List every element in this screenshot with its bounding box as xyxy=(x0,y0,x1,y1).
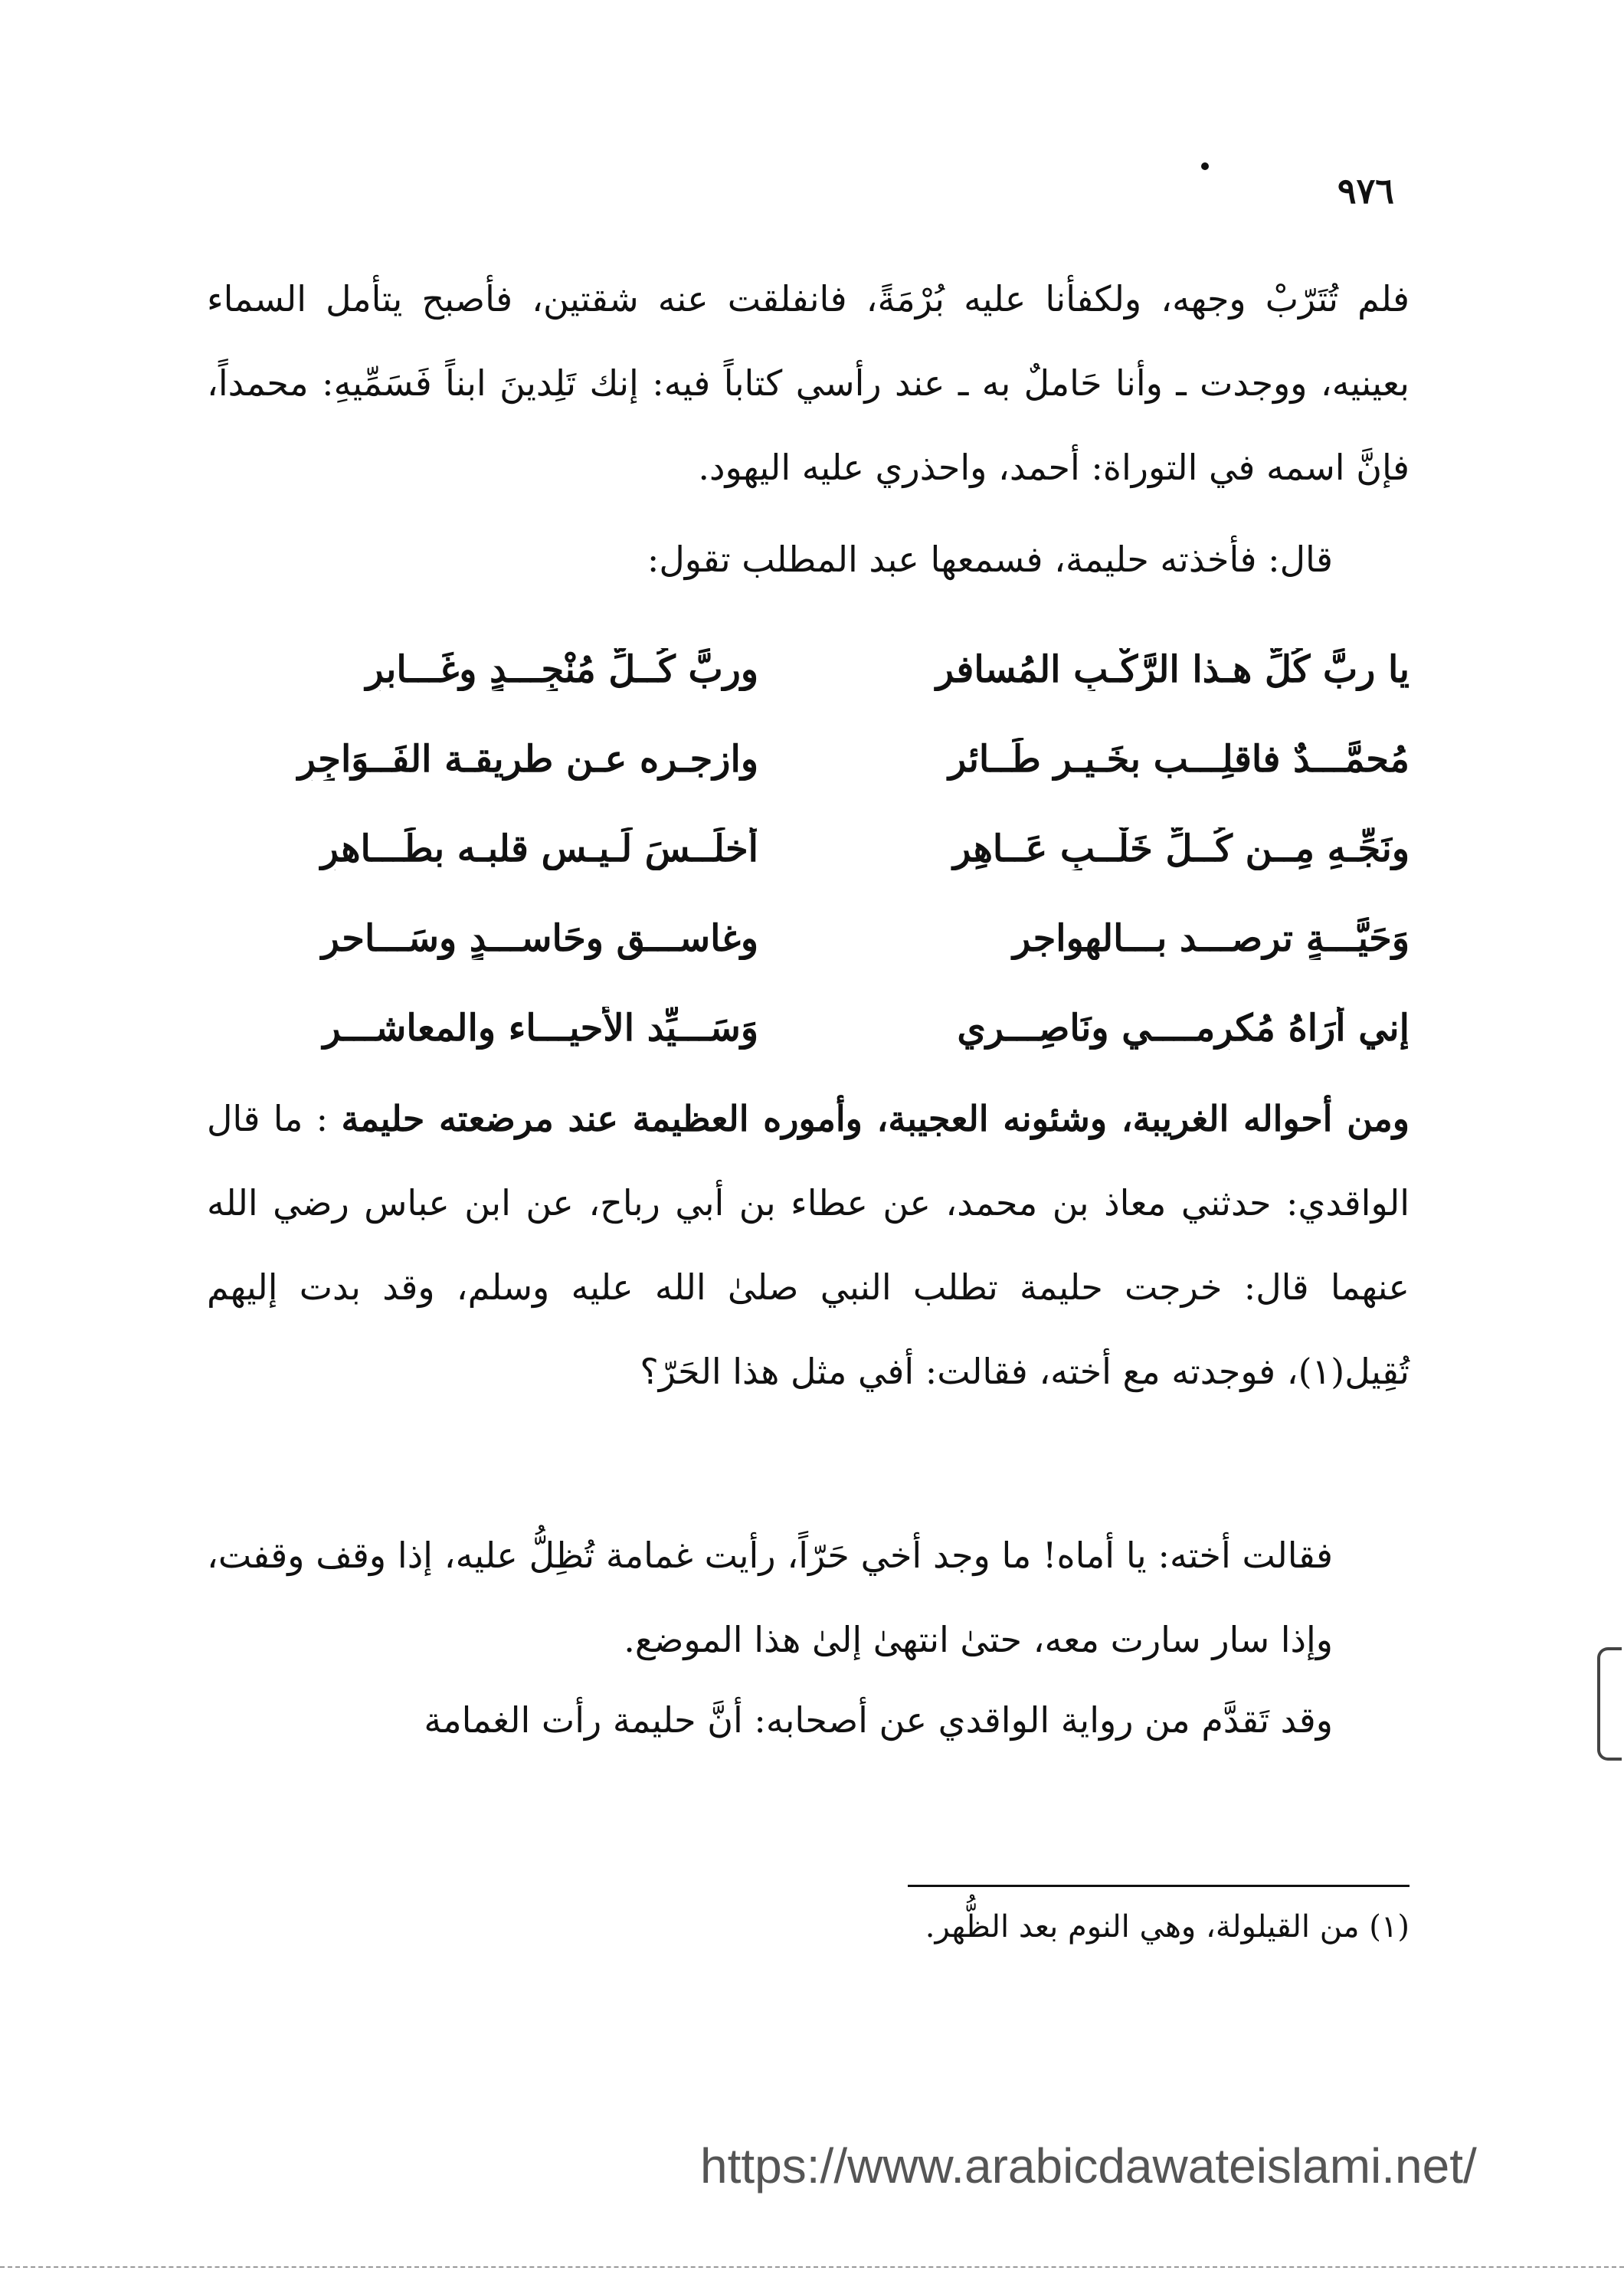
verse-second-hemistich: أَخلَــسَ لَـيـس قلبـه بطَـــاهرِ xyxy=(320,827,758,870)
paragraph-3-heading: ومن أحواله الغريبة، وشئونه العجيبة، وأموره العظيمة عند مرضعته حليمة xyxy=(341,1098,1410,1139)
paragraph-2: قال: فأخذته حليمة، فسمعها عبد المطلب تقول: xyxy=(647,539,1333,580)
verse-first-hemistich: ونَجِّـهِ مِــن كُــلِّ خَلْــبٍ عَــاهِر xyxy=(953,827,1410,870)
watermark-url: https://www.arabicdawateislami.net/ xyxy=(700,2138,1477,2193)
verse-second-hemistich: وربَّ كُــلِّ مُنْجِـــدٍ وغَـــابرِ xyxy=(365,647,758,691)
page-edge-mark xyxy=(1597,1647,1622,1761)
verse-first-hemistich: مُحمَّـــدٌ فاقلِـــب بخَـيـر طَــائر xyxy=(948,737,1410,781)
poem xyxy=(207,624,1410,1073)
bottom-edge-line xyxy=(0,2266,1624,2268)
paragraph-3 xyxy=(207,1076,1410,1414)
verse-second-hemistich: وازجـره عـن طريقـة الفَــوَاجِرِ xyxy=(297,737,758,781)
page-number: ٩٧٦ xyxy=(1337,170,1394,211)
paragraph-3-body: : ما قال الواقدي: حدثني معاذ بن محمد، عن عطاء بن أبي رباح، عن ابن عباس رضي الله عنهما قال: خرجت حليمة تطلب النبي صلىٰ الله عليه وسلم، وقد بدت إليهم تُقِيل(١)، فوجدته مع أخته، فقالت: أفي مثل هذا الحَرّ؟ xyxy=(207,1098,1410,1392)
poem-verse xyxy=(207,714,1410,804)
verse-second-hemistich: وَسَـــيِّد الأحيـــاء والمعاشـــر xyxy=(323,1006,758,1050)
paragraph-4: فقالت أخته: يا أماه! ما وجد أخي حَرّاً، رأيت غمامة تُظِلُّ عليه، إذا وقف وقفت، وإذا سار سارت معه، حتىٰ انتهىٰ إلىٰ هذا الموضع. xyxy=(207,1535,1333,1660)
poem-verse xyxy=(207,804,1410,893)
ink-dot xyxy=(1201,162,1209,170)
poem-verse xyxy=(207,983,1410,1073)
verse-first-hemistich: إني أُرَاهُ مُكرِمــــي ونَاصِـــري xyxy=(957,1006,1410,1050)
poem-verse xyxy=(207,893,1410,983)
verse-first-hemistich: وَحَيَّـــةٍ ترصـــد بـــالهواجر xyxy=(1013,916,1410,960)
verse-second-hemistich: وغاســـقٍ وحَاســـدٍ وسَـــاحرِ xyxy=(321,916,758,960)
poem-verse xyxy=(207,624,1410,714)
footnote: (١) من القيلولة، وهي النوم بعد الظُّهر. xyxy=(925,1909,1410,1944)
verse-first-hemistich: يا ربَّ كُلِّ هـذا الرَّكْـبِ المُسافر xyxy=(935,647,1410,691)
footnote-rule xyxy=(908,1885,1410,1887)
paragraph-5: وقد تَقدَّم من رواية الواقدي عن أصحابه: أنَّ حليمة رأت الغمامة xyxy=(424,1699,1333,1741)
paragraph-1: فلم تُتَرّبْ وجهه، ولكفأنا عليه بُرْمَةً، فانفلقت عنه شقتين، فأصبح يتأمل السماء بعينيه، ووجدت ـ وأنا حَاملٌ به ـ عند رأسي كتاباً فيه: إنك تَلِدينَ ابناً فَسَمِّيهِ: محمداً، فإنَّ اسمه في التوراة: أحمد، واحذري عليه اليهود. xyxy=(207,278,1410,488)
